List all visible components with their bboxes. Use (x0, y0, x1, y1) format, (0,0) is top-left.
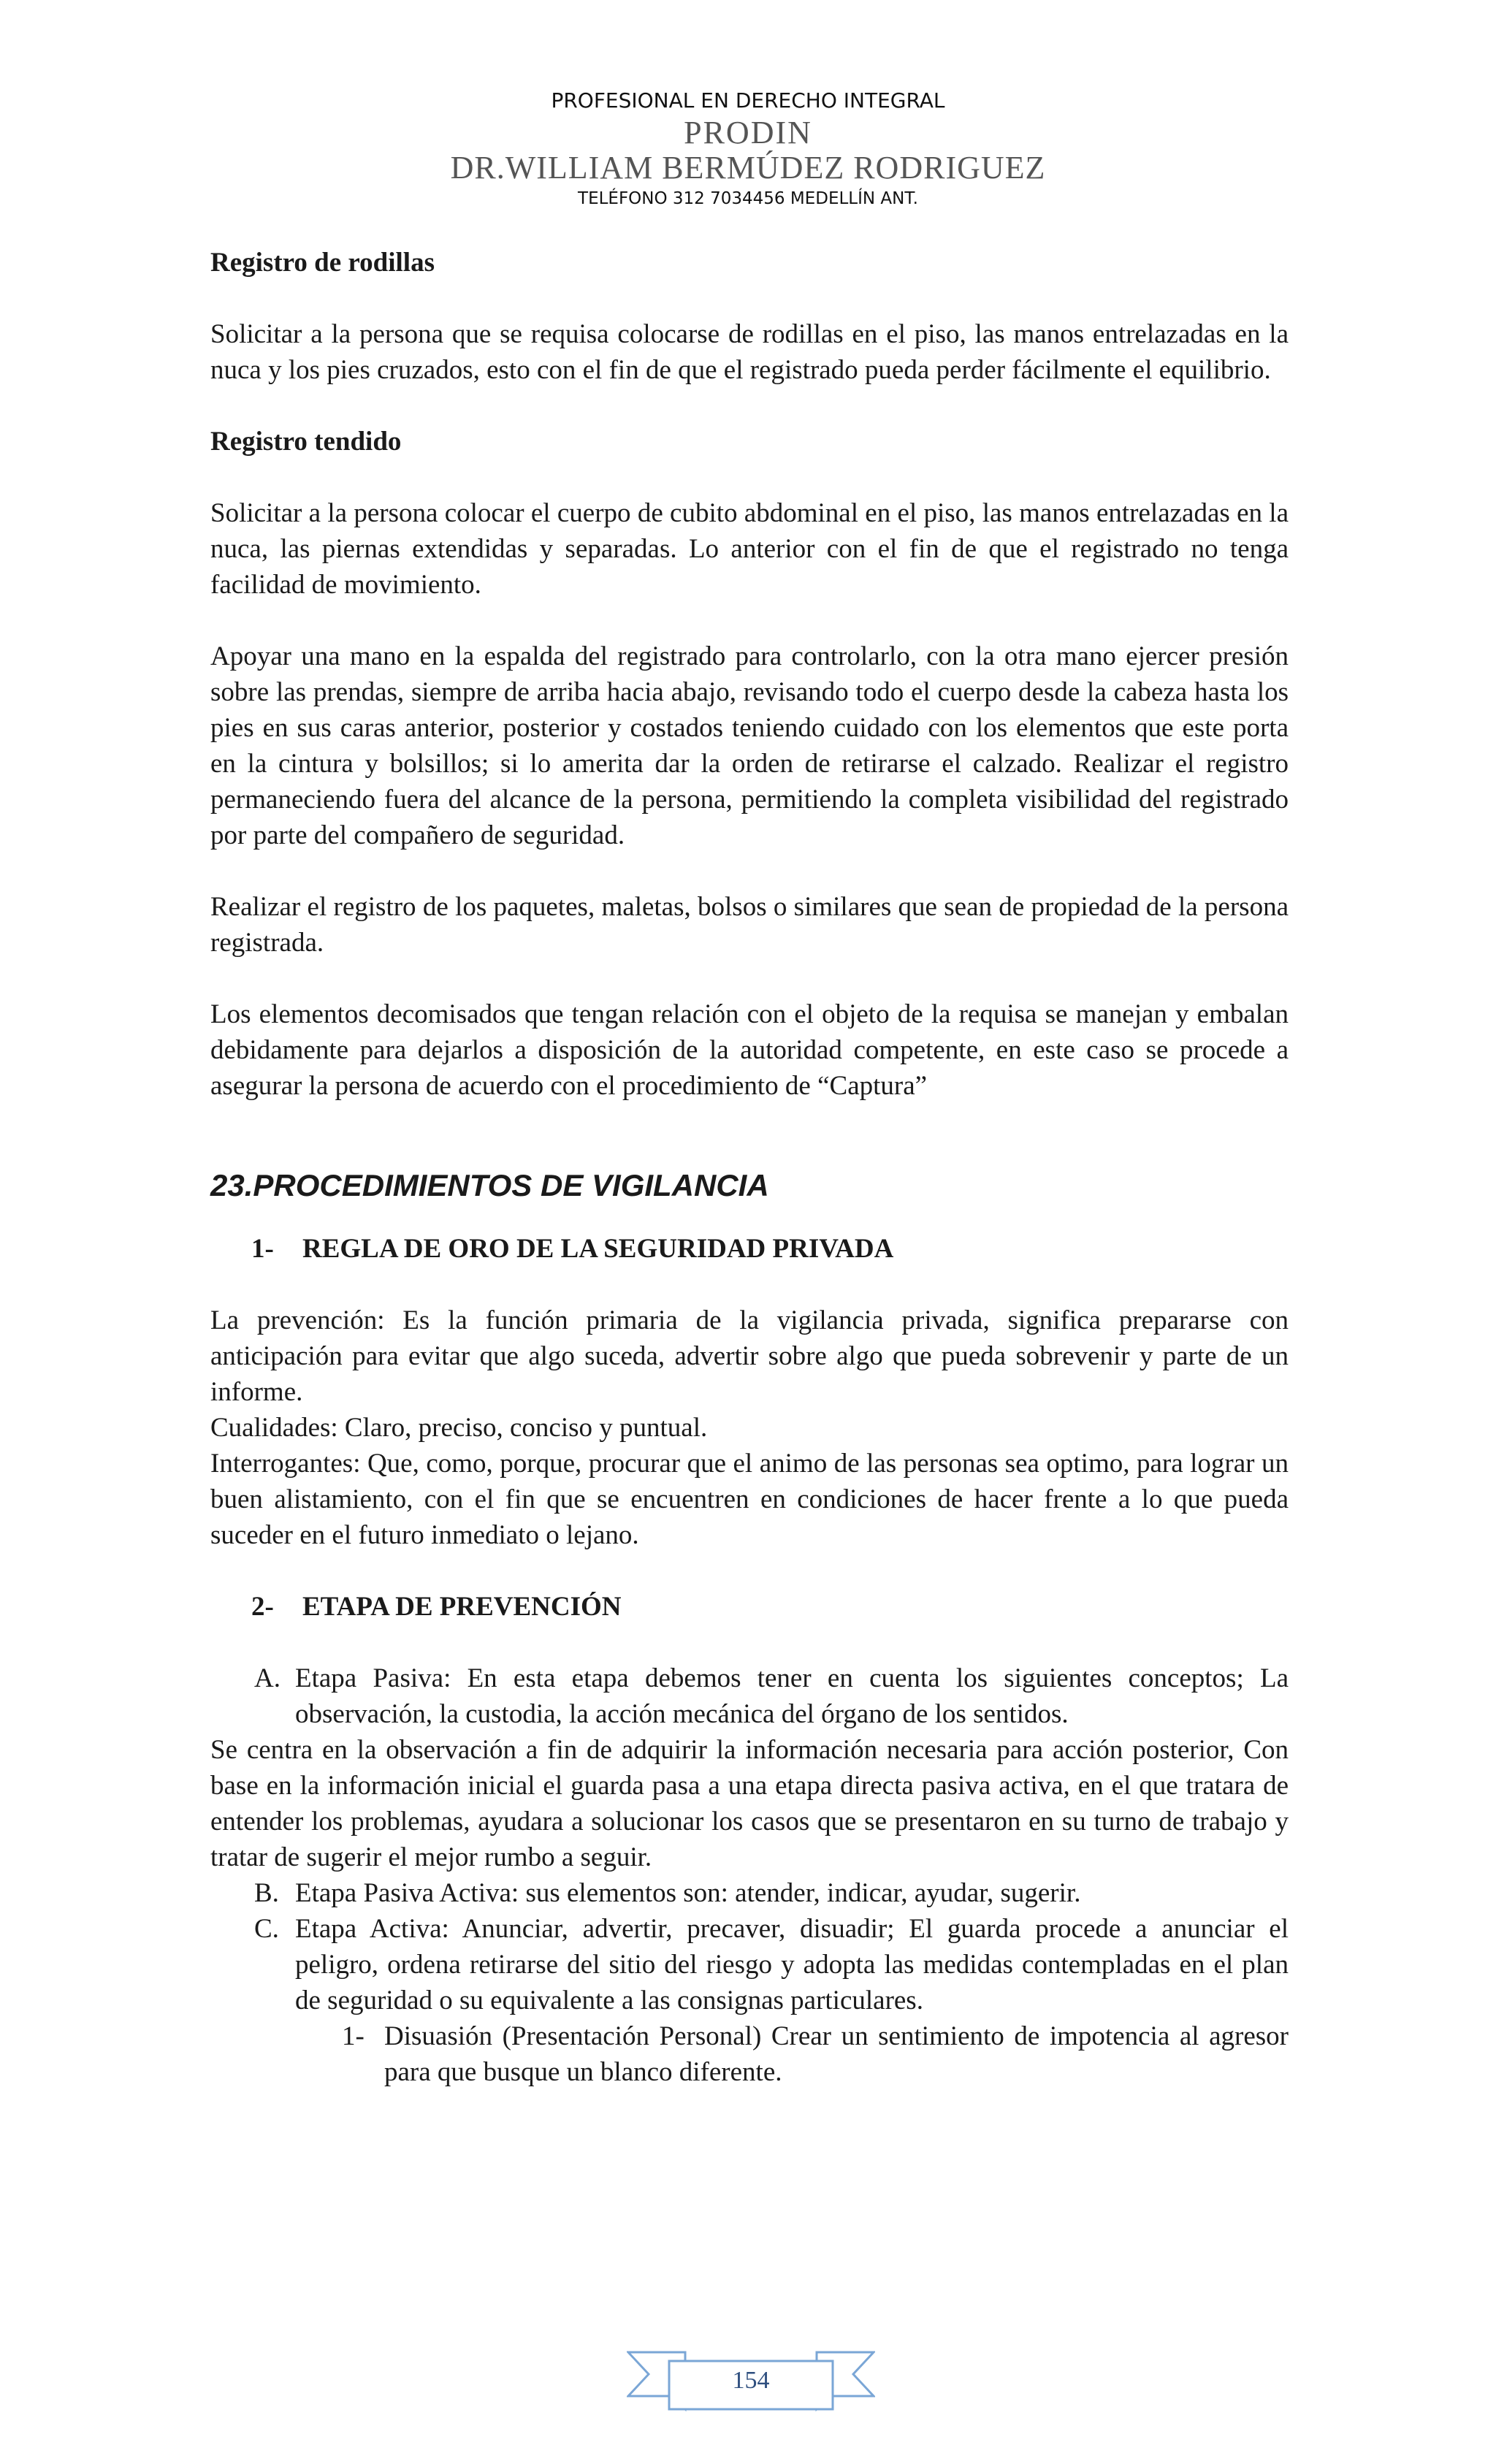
paragraph-apoyar: Apoyar una mano en la espalda del registrado para controlarlo, con la otra mano ejercer presión sobre las prendas, siempre de arriba hacia abajo, revisando todo el cuerpo desde la cabeza hasta los pies en sus caras anterior, posterior y costados teniendo cuidado con los elementos que este porta en la cintura y bolsillos; si lo amerita dar la orden de retirarse el calzado. Realizar el registro permaneciendo fuera del alcance de la persona, permitiendo la completa visibilidad del registrado por parte del compañero de seguridad. (210, 641, 1289, 850)
list-text: Etapa Pasiva: En esta etapa debemos tener en cuenta los siguientes conceptos; La observación, la custodia, la acción mecánica del órgano de los sentidos. (295, 1663, 1289, 1729)
list-label: A. (254, 1663, 280, 1693)
paragraph-paquetes: Realizar el registro de los paquetes, maletas, bolsos o similares que sean de propiedad de la persona registrada. (210, 892, 1289, 958)
paragraph-interrogantes: Interrogantes: Que, como, porque, procurar que el animo de las personas sea optimo, para lograr un buen alistamiento, con el fin que se encuentren en condiciones de hacer frente a lo que pueda suceder en el futuro inmediato o lejano. (210, 1449, 1289, 1550)
heading-text: REGLA DE ORO DE LA SEGURIDAD PRIVADA (302, 1234, 894, 1264)
header-line-phone: TELÉFONO 312 7034456 MEDELLÍN ANT. (578, 189, 918, 208)
list-text: Etapa Activa: Anunciar, advertir, precaver, disuadir; El guarda procede a anunciar el peligro, ordena retirarse del sitio del riesgo y adopta las medidas contempladas en el plan de seguridad o su equivalente a las consignas particulares. (295, 1914, 1289, 2015)
list-text: Etapa Pasiva Activa: sus elementos son: atender, indicar, ayudar, sugerir. (295, 1878, 1081, 1908)
paragraph-centra: Se centra en la observación a fin de adquirir la información necesaria para acción posterior, Con base en la información inicial el guarda pasa a una etapa directa pasiva activa, en el que tratara de entender los problemas, ayudara a solucionar los casos que se presentaron en su turno de trabajo y tratar de sugerir el mejor rumbo a seguir. (210, 1735, 1289, 1872)
paragraph-prevencion: La prevención: Es la función primaria de la vigilancia privada, significa prepararse con anticipación para evitar que algo suceda, advertir sobre algo que pueda sobrevenir y parte de un informe. (210, 1305, 1289, 1407)
paragraph-cualidades: Cualidades: Claro, preciso, conciso y puntual. (210, 1413, 708, 1443)
paragraph-decomisados: Los elementos decomisados que tengan relación con el objeto de la requisa se manejan y embalan debidamente para dejarlos a disposición de la autoridad competente, en este caso se procede a asegurar la persona de acuerdo con el procedimiento de “Captura” (210, 999, 1289, 1101)
list-label: B. (254, 1878, 279, 1908)
heading-etapa-prevencion (210, 1589, 1289, 1625)
list-item-a (210, 1660, 1289, 1732)
header-line-profession: PROFESIONAL EN DERECHO INTEGRAL (551, 88, 945, 112)
page-number-ribbon (627, 2345, 875, 2418)
heading-number: 1- (251, 1234, 274, 1264)
heading-text: ETAPA DE PREVENCIÓN (302, 1592, 622, 1622)
page-number: 154 (732, 2367, 770, 2394)
header-line-author: DR.WILLIAM BERMÚDEZ RODRIGUEZ (450, 150, 1046, 186)
list-item-c (210, 1911, 1289, 2018)
list-label: C. (254, 1914, 279, 1944)
paragraph-tendido: Solicitar a la persona colocar el cuerpo de cubito abdominal en el piso, las manos entrelazadas en la nuca, las piernas extendidas y separadas. Lo anterior con el fin de que el registrado no tenga facilidad de movimiento. (210, 498, 1289, 600)
header-line-firm: PRODIN (684, 115, 812, 150)
heading-number: 2- (251, 1592, 274, 1622)
list-label: 1- (342, 2021, 365, 2051)
page-header (0, 86, 1496, 212)
heading-regla-de-oro (210, 1231, 1289, 1267)
subheading-tendido: Registro tendido (210, 427, 402, 457)
section-title: 23.PROCEDIMIENTOS DE VIGILANCIA (210, 1168, 769, 1202)
list-item-b (210, 1875, 1289, 1911)
list-text: Disuasión (Presentación Personal) Crear un sentimiento de impotencia al agresor para que busque un blanco diferente. (384, 2021, 1289, 2087)
document-body (210, 245, 1289, 2090)
list-item-c-1 (210, 2018, 1289, 2090)
subheading-rodillas: Registro de rodillas (210, 248, 435, 278)
paragraph-rodillas: Solicitar a la persona que se requisa colocarse de rodillas en el piso, las manos entrelazadas en la nuca y los pies cruzados, esto con el fin de que el registrado pueda perder fácilmente el equilibrio. (210, 319, 1289, 385)
